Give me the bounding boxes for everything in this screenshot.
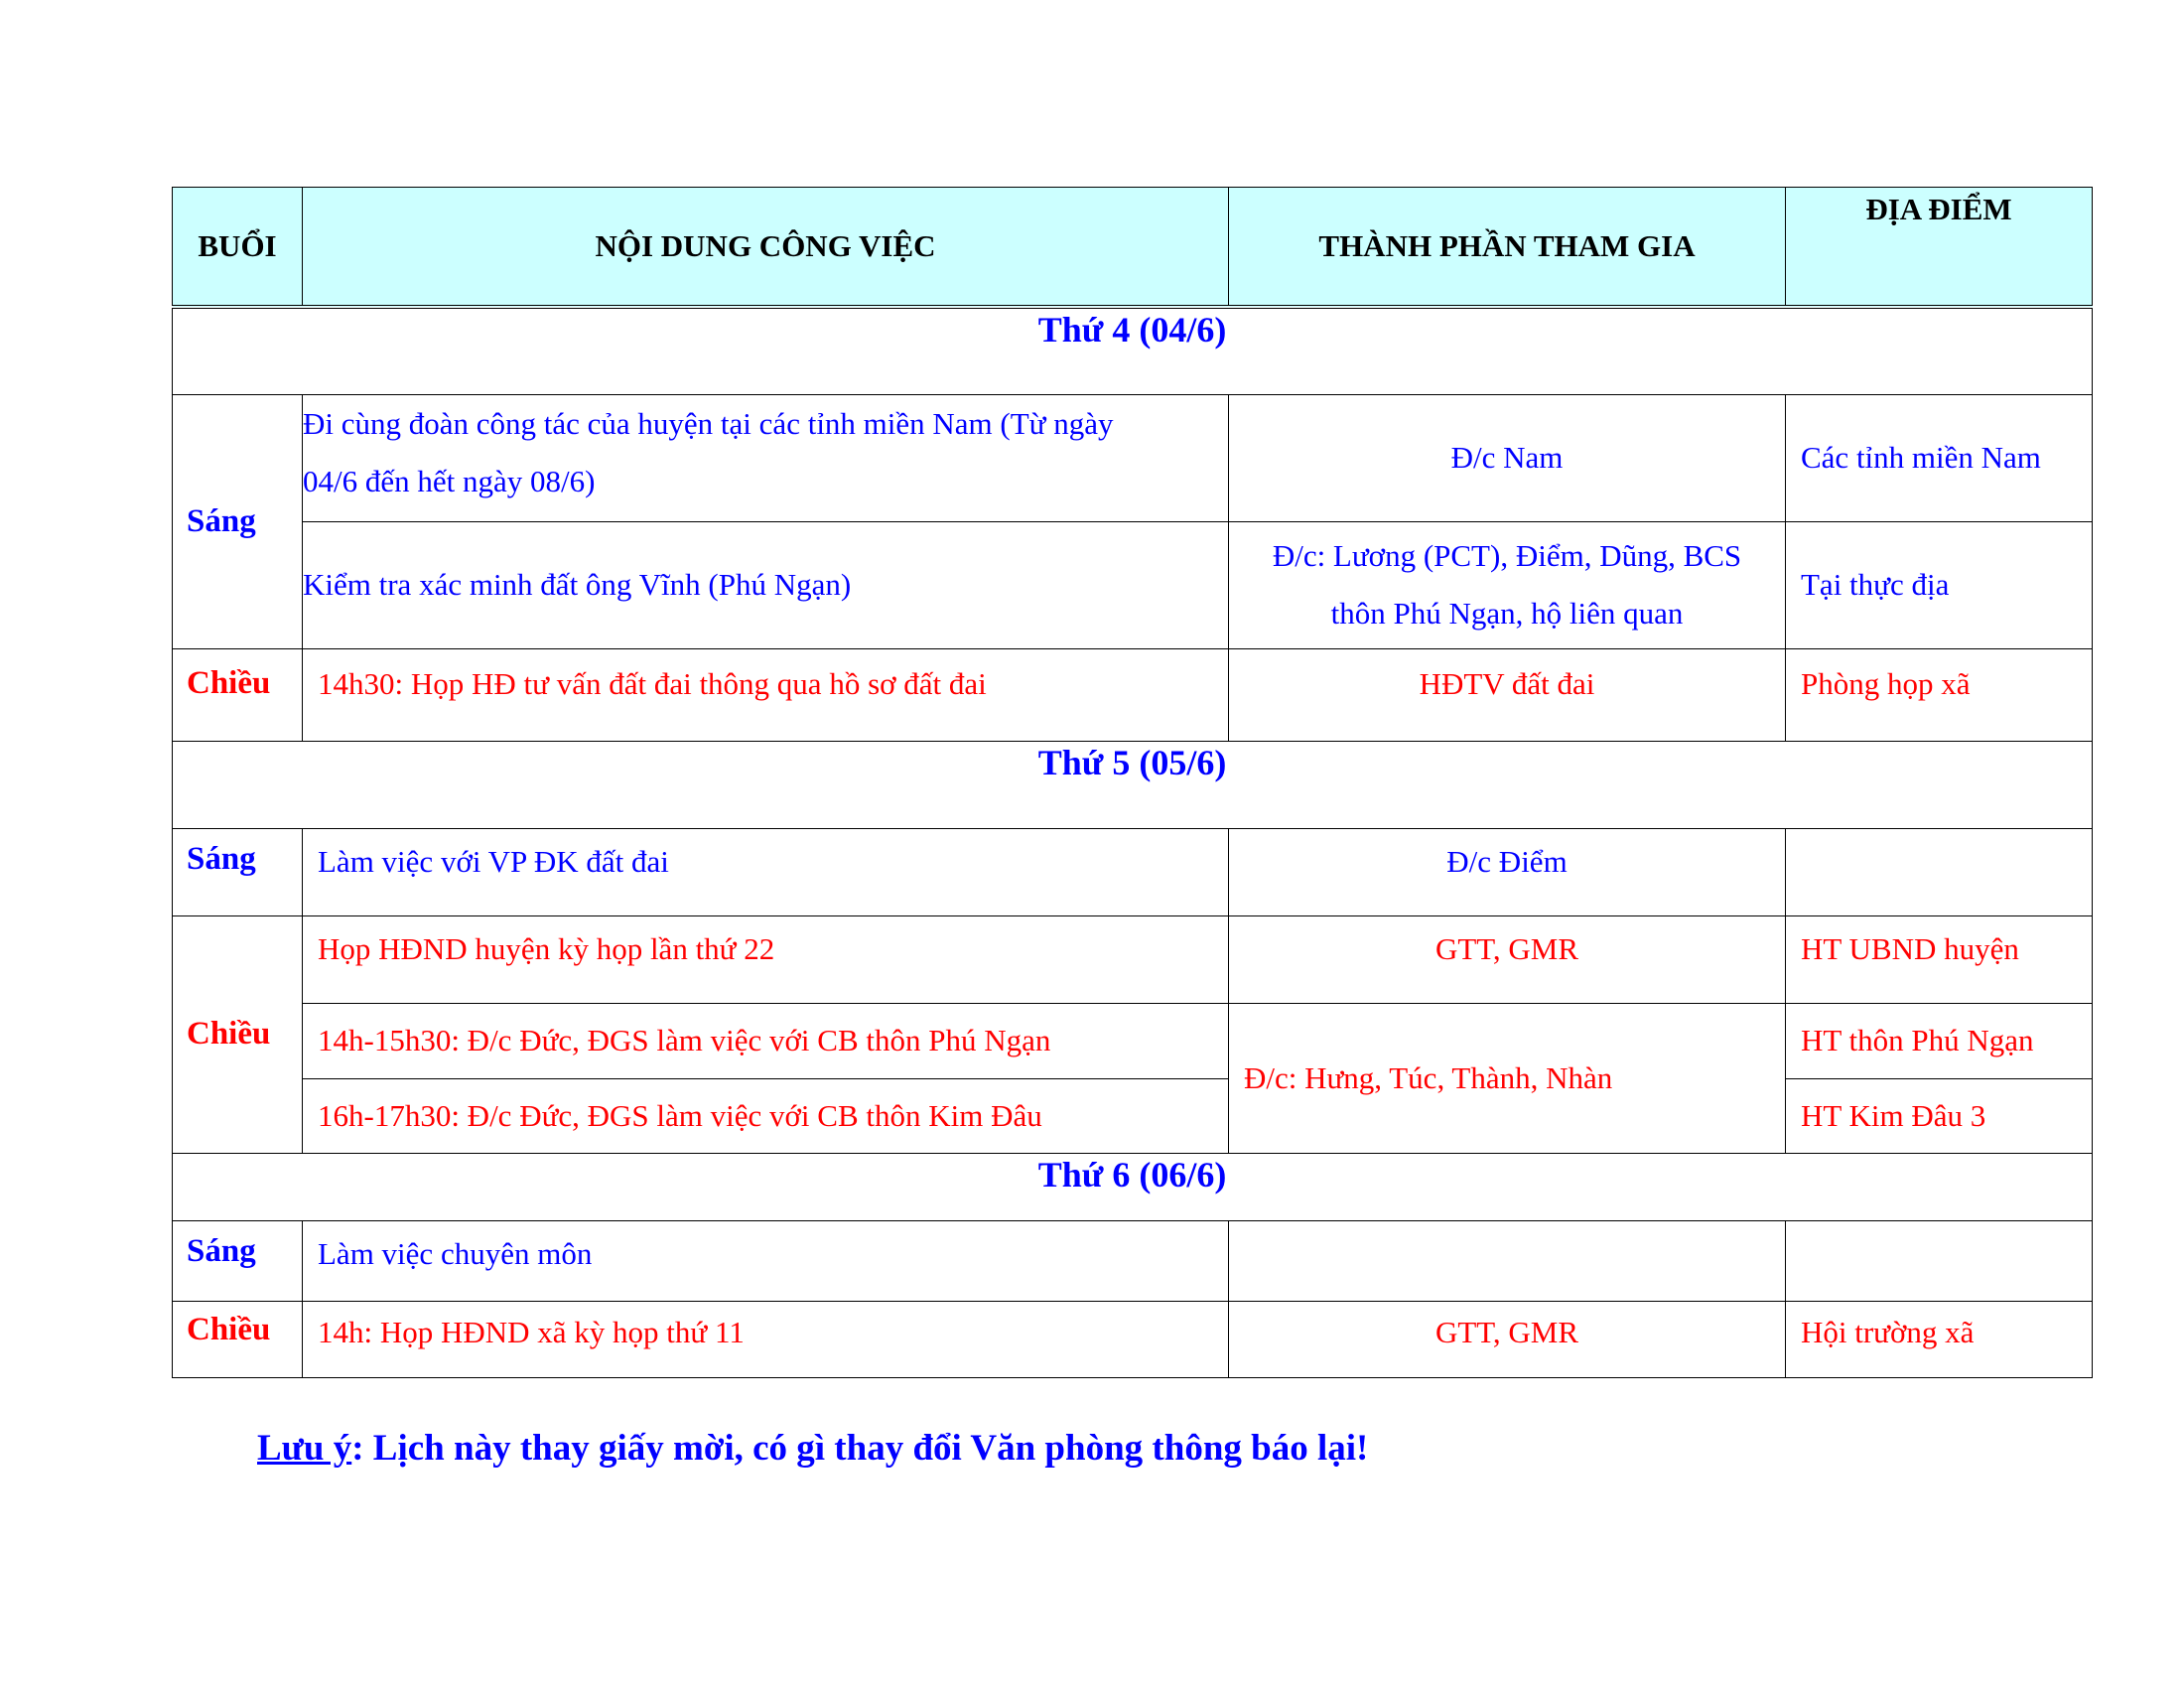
- task-location: [1786, 1220, 2093, 1301]
- session-afternoon: Chiều: [173, 915, 303, 1153]
- table-row: [173, 521, 2093, 648]
- task-participants: [1229, 521, 1786, 648]
- participants-line: thôn Phú Ngạn, hộ liên quan: [1330, 596, 1684, 631]
- table-row: [173, 915, 2093, 1003]
- task-participants: GTT, GMR: [1229, 915, 1786, 1003]
- task-location: Phòng họp xã: [1786, 648, 2093, 741]
- table-row: [173, 1301, 2093, 1377]
- task-location: HT Kim Đâu 3: [1786, 1078, 2093, 1153]
- task-participants: HĐTV đất đai: [1229, 648, 1786, 741]
- day-title: Thứ 4 (04/6): [173, 307, 2093, 394]
- work-schedule-table: [172, 187, 2093, 1378]
- task-location: Hội trường xã: [1786, 1301, 2093, 1377]
- session-morning: Sáng: [173, 394, 303, 648]
- day-row: [173, 1153, 2093, 1220]
- task-location: HT thôn Phú Ngạn: [1786, 1003, 2093, 1078]
- footnote: [257, 1427, 1368, 1470]
- task-content: 14h-15h30: Đ/c Đức, ĐGS làm việc với CB thôn Phú Ngạn: [303, 1003, 1229, 1078]
- task-content: Làm việc chuyên môn: [303, 1220, 1229, 1301]
- task-content: Kiểm tra xác minh đất ông Vĩnh (Phú Ngạn): [303, 521, 1229, 648]
- task-content: [303, 394, 1229, 521]
- header-participants: THÀNH PHẦN THAM GIA: [1229, 188, 1786, 308]
- task-participants: GTT, GMR: [1229, 1301, 1786, 1377]
- task-content: 14h30: Họp HĐ tư vấn đất đai thông qua hồ sơ đất đai: [303, 648, 1229, 741]
- day-title: Thứ 6 (06/6): [173, 1153, 2093, 1220]
- table-header-row: [173, 188, 2093, 308]
- task-location: Các tỉnh miền Nam: [1786, 394, 2093, 521]
- table-row: [173, 1078, 2093, 1153]
- session-afternoon: Chiều: [173, 648, 303, 741]
- task-participants: Đ/c Điểm: [1229, 828, 1786, 915]
- task-location: Tại thực địa: [1786, 521, 2093, 648]
- day-row: [173, 741, 2093, 828]
- task-content: 16h-17h30: Đ/c Đức, ĐGS làm việc với CB thôn Kim Đâu: [303, 1078, 1229, 1153]
- table-row: [173, 648, 2093, 741]
- session-morning: Sáng: [173, 828, 303, 915]
- table-row: [173, 394, 2093, 521]
- task-content-line: Đi cùng đoàn công tác của huyện tại các tỉnh miền Nam (Từ ngày: [303, 405, 1114, 441]
- header-session: BUỔI: [173, 188, 303, 308]
- task-content-line: 04/6 đến hết ngày 08/6): [303, 463, 596, 498]
- task-location: HT UBND huyện: [1786, 915, 2093, 1003]
- task-content: Làm việc với VP ĐK đất đai: [303, 828, 1229, 915]
- participants-line: Đ/c: Lương (PCT), Điểm, Dũng, BCS: [1272, 538, 1742, 573]
- task-content: Họp HĐND huyện kỳ họp lần thứ 22: [303, 915, 1229, 1003]
- task-participants: [1229, 1220, 1786, 1301]
- day-row: [173, 307, 2093, 394]
- table-row: [173, 1220, 2093, 1301]
- day-title: Thứ 5 (05/6): [173, 741, 2093, 828]
- table-row: [173, 828, 2093, 915]
- footnote-text: : Lịch này thay giấy mời, có gì thay đổi Văn phòng thông báo lại!: [351, 1428, 1369, 1469]
- task-participants: Đ/c: Hưng, Túc, Thành, Nhàn: [1229, 1003, 1786, 1153]
- task-location: [1786, 828, 2093, 915]
- footnote-label: Lưu ý: [257, 1428, 352, 1469]
- task-participants: Đ/c Nam: [1229, 394, 1786, 521]
- header-location: ĐỊA ĐIỂM: [1786, 188, 2093, 308]
- table-row: [173, 1003, 2093, 1078]
- session-morning: Sáng: [173, 1220, 303, 1301]
- task-content: 14h: Họp HĐND xã kỳ họp thứ 11: [303, 1301, 1229, 1377]
- header-content: NỘI DUNG CÔNG VIỆC: [303, 188, 1229, 308]
- session-afternoon: Chiều: [173, 1301, 303, 1377]
